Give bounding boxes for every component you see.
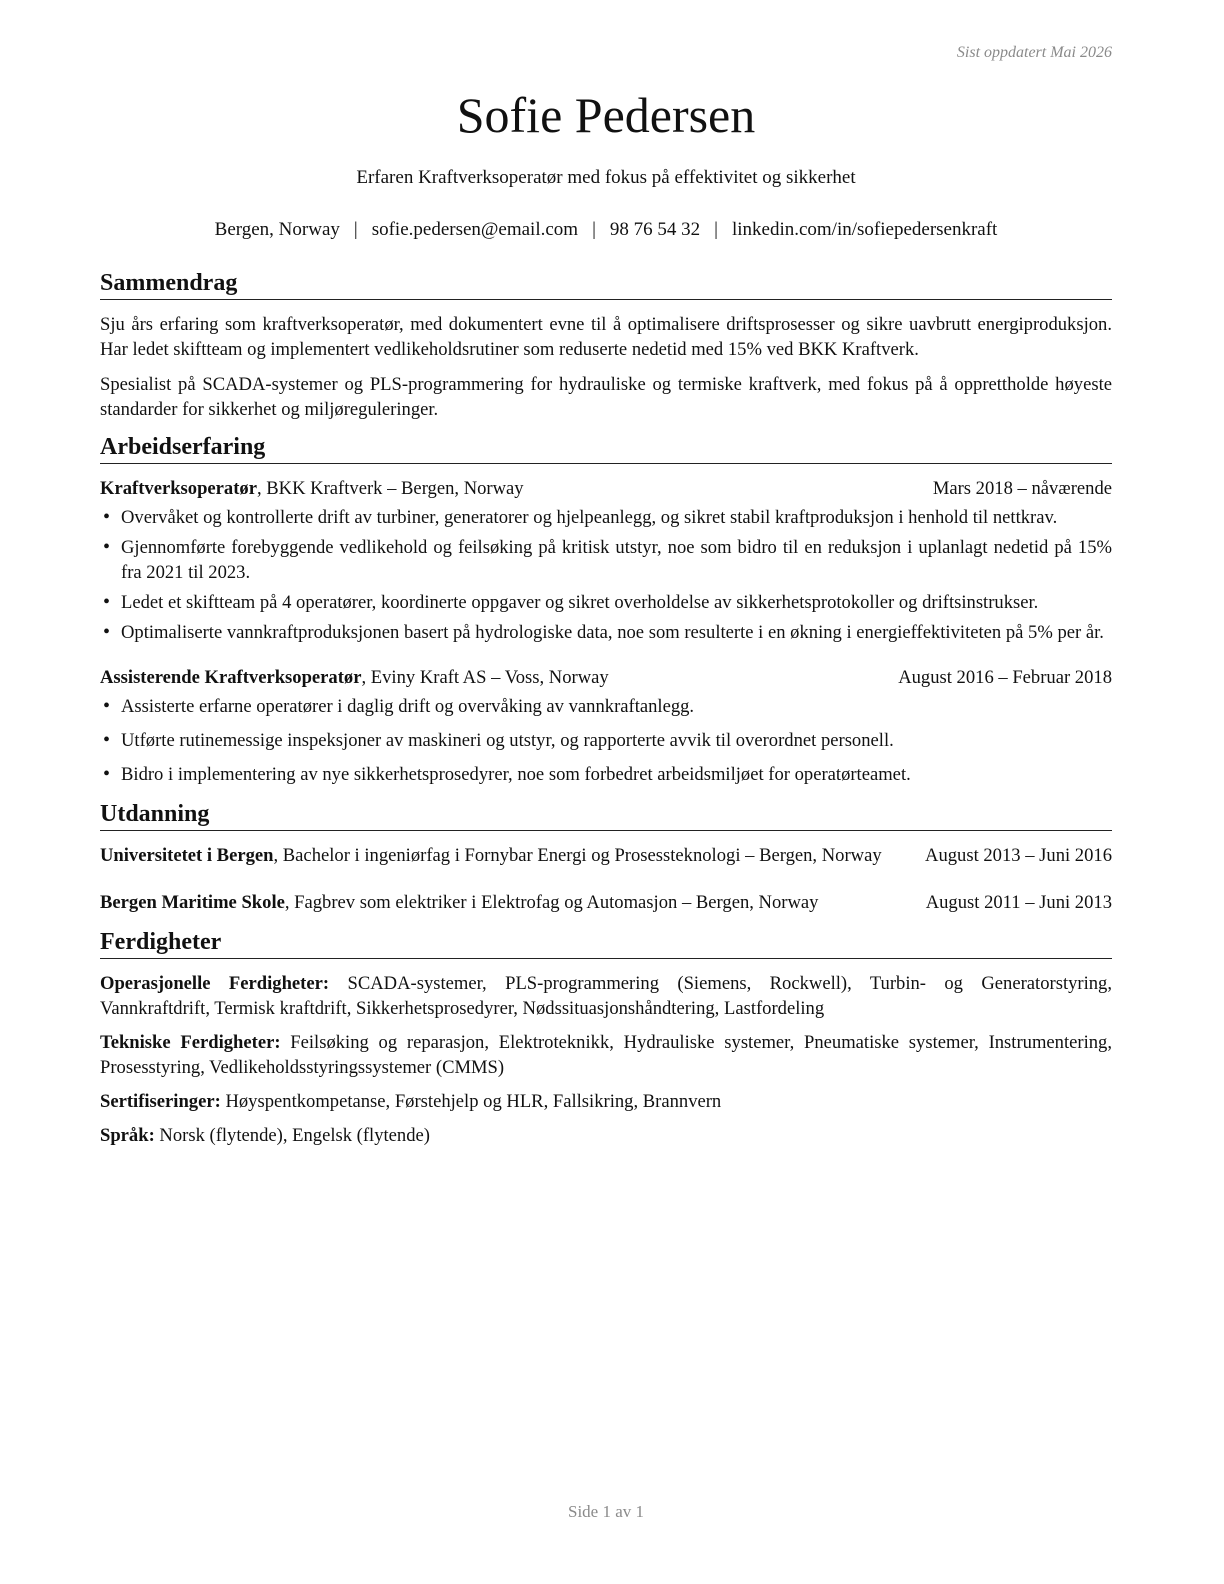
skill-line: [100, 1123, 1112, 1148]
job-bullet: • Assisterte erfarne operatører i daglig drift og overvåking av vannkraftanlegg.: [100, 694, 1112, 719]
job-bullet: • Overvåket og kontrollerte drift av turbiner, generatorer og hjelpeanlegg, og sikret stabil kraftproduksjon i henhold til nettkrav.: [100, 505, 1112, 530]
job-entry: [100, 665, 1112, 787]
skill-text: Feilsøking og reparasjon, Elektroteknikk, Hydrauliske systemer, Pneumatiske systemer, Instrumentering, Prosesstyring, Vedlikeholdsstyringssystemer (CMMS): [100, 1032, 1112, 1078]
job-header: [100, 665, 1112, 690]
resume-page: [100, 0, 1112, 1584]
skill-text: Høyspentkompetanse, Førstehjelp og HLR, Fallsikring, Brannvern: [220, 1091, 722, 1112]
contact-separator: |: [714, 219, 718, 240]
contact-location: Bergen, Norway: [214, 219, 340, 240]
job-bullet: • Utførte rutinemessige inspeksjoner av maskineri og utstyr, og rapporterte avvik til overordnet personell.: [100, 728, 1112, 753]
skill-label: Språk:: [100, 1125, 155, 1146]
skill-text: Norsk (flytende), Engelsk (flytende): [154, 1125, 430, 1146]
experience-section: [100, 432, 1112, 787]
job-dates: August 2016 – Februar 2018: [898, 667, 1112, 688]
section-heading-skills: Ferdigheter: [100, 927, 1112, 959]
job-bullet: • Optimaliserte vannkraftproduksjonen basert på hydrologiske data, noe som resulterte i en økning i energieffektiviteten på 5% per år.: [100, 620, 1112, 645]
education-detail: , Fagbrev som elektriker i Elektrofag og Automasjon – Bergen, Norway: [284, 892, 819, 913]
contact-separator: |: [592, 219, 596, 240]
skill-line: [100, 971, 1112, 1021]
job-bullets: [100, 694, 1112, 787]
section-heading-education: Utdanning: [100, 799, 1112, 831]
section-heading-summary: Sammendrag: [100, 268, 1112, 300]
skill-line: [100, 1089, 1112, 1114]
job-org: , Eviny Kraft AS – Voss, Norway: [361, 667, 609, 688]
tagline: Erfaren Kraftverksoperatør med fokus på effektivitet og sikkerhet: [356, 167, 856, 188]
contact-separator: |: [353, 219, 358, 240]
candidate-name: Sofie Pedersen: [456, 87, 756, 143]
job-entry: [100, 476, 1112, 645]
skill-label: Operasjonelle Ferdigheter:: [100, 973, 330, 994]
skill-text: SCADA-systemer, PLS-programmering (Siemens, Rockwell), Turbin- og Generatorstyring, Vannkraftdrift, Termisk kraftdrift, Sikkerhetsprosedyrer, Nødssituasjonshåndtering, Lastfordeling: [100, 973, 1113, 1019]
job-header: [100, 476, 1112, 501]
education-detail: , Bachelor i ingeniørfag i Fornybar Energi og Prosessteknologi – Bergen, Norway: [273, 845, 882, 866]
job-bullet: • Bidro i implementering av nye sikkerhetsprosedyrer, noe som forbedret arbeidsmiljøet for operatørteamet.: [100, 762, 1112, 787]
page-number: Side 1 av 1: [567, 1502, 645, 1521]
job-org: , BKK Kraftverk – Bergen, Norway: [256, 478, 524, 499]
education-dates: August 2013 – Juni 2016: [925, 845, 1112, 866]
job-dates: Mars 2018 – nåværende: [932, 478, 1112, 499]
contact-line: [100, 219, 1112, 241]
summary-paragraph: Spesialist på SCADA-systemer og PLS-programmering for hydrauliske og termiske kraftverk, med fokus på å opprettholde høyeste standarder for sikkerhet og miljøreguleringer.: [100, 374, 1112, 420]
last-updated: Sist oppdatert Mai 2026: [956, 44, 1112, 61]
education-school: Bergen Maritime Skole: [100, 892, 285, 913]
skill-label: Sertifiseringer:: [100, 1091, 221, 1112]
skills-section: [100, 927, 1112, 1148]
job-bullets: [100, 505, 1112, 645]
education-dates: August 2011 – Juni 2013: [925, 892, 1112, 913]
skill-label: Tekniske Ferdigheter:: [100, 1032, 281, 1053]
job-bullet: • Ledet et skiftteam på 4 operatører, koordinerte oppgaver og sikret overholdelse av sikkerhetsprotokoller og driftsinstrukser.: [100, 590, 1112, 615]
contact-linkedin[interactable]: linkedin.com/in/sofiepedersenkraft: [731, 219, 998, 240]
education-section: [100, 799, 1112, 915]
education-entry: [100, 890, 1112, 915]
summary-paragraph: Sju års erfaring som kraftverksoperatør, med dokumentert evne til å optimalisere driftsprosesser og sikre uavbrutt energiproduksjon. Har ledet skiftteam og implementert vedlikeholdsrutiner som reduserte nedetid med 15% ved BKK Kraftverk.: [100, 314, 1112, 360]
resume-content: [100, 268, 1112, 1157]
contact-phone: 98 76 54 32: [609, 219, 701, 240]
education-school: Universitetet i Bergen: [100, 845, 274, 866]
summary-section: [100, 268, 1112, 422]
skill-line: [100, 1030, 1112, 1080]
job-title: Assisterende Kraftverksoperatør: [100, 667, 362, 688]
section-heading-experience: Arbeidserfaring: [100, 432, 1112, 464]
job-title: Kraftverksoperatør: [100, 478, 257, 499]
education-entry: [100, 843, 1112, 868]
contact-email[interactable]: sofie.pedersen@email.com: [371, 219, 579, 240]
job-bullet: • Gjennomførte forebyggende vedlikehold og feilsøking på kritisk utstyr, noe som bidro til en reduksjon i uplanlagt nedetid på 15% fra 2021 til 2023.: [100, 535, 1112, 585]
